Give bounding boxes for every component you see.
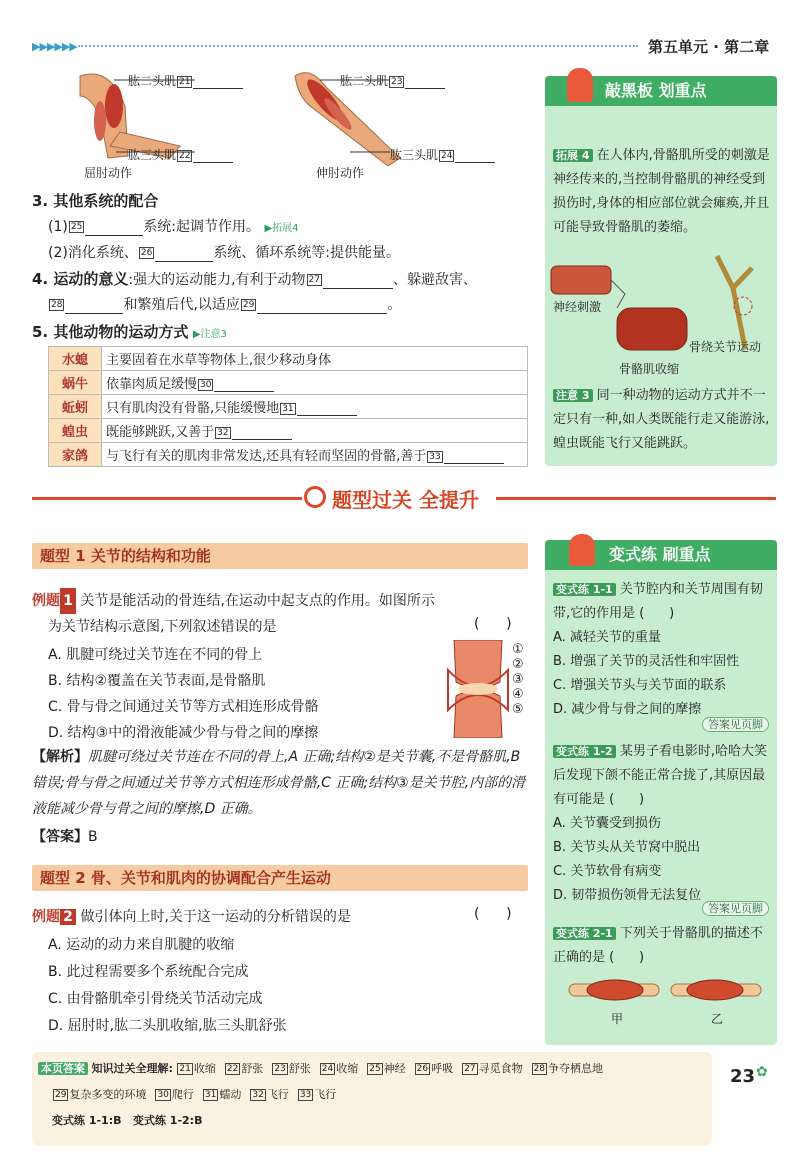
- biceps-label-1: [128, 72, 243, 89]
- answer-num: 33: [299, 1090, 312, 1100]
- section5-heading: [32, 321, 227, 342]
- answer-blank-24[interactable]: [455, 148, 495, 163]
- answers-row-1: [38, 1060, 611, 1076]
- answer-num: 22: [226, 1064, 239, 1074]
- answer-blank-28[interactable]: [65, 299, 123, 314]
- joint-diagram: [446, 640, 510, 738]
- example1-stem2: 为关节结构示意图,下列叙述错误的是: [48, 619, 277, 635]
- answer-blank-30[interactable]: [214, 377, 274, 392]
- muscle-figure: [565, 972, 765, 1012]
- answer-blank-32[interactable]: [232, 425, 292, 440]
- answer-num: 25: [369, 1064, 381, 1074]
- movement-table: [48, 346, 528, 467]
- expand-tag-text: 拓展: [556, 149, 578, 162]
- option-b[interactable]: B. 增强了关节的灵活性和牢固性: [553, 654, 740, 669]
- answer-label: 【答案】: [32, 829, 88, 845]
- desc-text: 与飞行有关的肌肉非常发达,还具有轻而坚固的骨骼,善于: [106, 449, 427, 464]
- answer-text: 呼吸: [431, 1062, 454, 1075]
- answer-text: 收缩: [193, 1062, 216, 1075]
- marker-1: ①: [512, 642, 524, 657]
- note-link-3[interactable]: ▶注意3: [192, 329, 227, 340]
- table-row: [49, 419, 528, 443]
- option-b[interactable]: B. 此过程需要多个系统配合完成: [48, 964, 249, 980]
- biceps-text-1: 肱二头肌: [128, 74, 177, 88]
- desc-text: 既能够跳跃,又善于: [106, 425, 215, 440]
- table-row: [49, 371, 528, 395]
- answer-item: [461, 1062, 522, 1075]
- desc-cell: [102, 443, 528, 467]
- desc-text: 只有肌肉没有骨骼,只能缓慢地: [106, 401, 280, 416]
- answer-num: 23: [274, 1064, 286, 1074]
- answer-item: [414, 1062, 453, 1075]
- sidebar-header: 变式练 刷重点: [545, 540, 777, 570]
- answer-hint-2[interactable]: [702, 900, 769, 916]
- nerve-label: 神经刺激: [553, 300, 602, 314]
- answer-item: [202, 1088, 241, 1101]
- example1-options: [48, 642, 319, 746]
- answer-item: [319, 1062, 358, 1075]
- answer-list-1: [176, 1062, 611, 1075]
- answer-text: 收缩: [336, 1062, 359, 1075]
- answer-num: 30: [157, 1090, 169, 1100]
- table-row: [49, 347, 528, 371]
- figure-label-b: 乙: [711, 1012, 724, 1026]
- answer-num: 26: [416, 1064, 429, 1074]
- option-a[interactable]: A. 运动的动力来自肌腱的收缩: [48, 937, 235, 953]
- variant-text: 某男子看电影时,哈哈大笑后发现下颌不能正常合拢了,其原因最有可能是: [553, 744, 767, 807]
- sidebar-key-points: [545, 76, 777, 466]
- banner-icon: [304, 486, 326, 508]
- answer-hint-1[interactable]: [702, 716, 769, 732]
- example2-answer-paren[interactable]: ( ): [474, 906, 512, 922]
- answers-row-3: 变式练 1-1:B 变式练 1-2:B: [52, 1114, 203, 1127]
- option-d[interactable]: D. 减少骨与骨之间的摩擦: [553, 702, 702, 717]
- attention-tag: [553, 389, 593, 402]
- answer-blank-22[interactable]: [193, 148, 233, 163]
- blank-num-28: 28: [51, 300, 63, 310]
- section4-line1: [32, 268, 477, 289]
- variant-1-2: [553, 740, 771, 908]
- extend-caption: 伸肘动作: [316, 166, 365, 180]
- option-d[interactable]: D. 屈肘时,肱二头肌收缩,肱三头肌舒张: [48, 1018, 287, 1034]
- example2-options: [48, 932, 287, 1040]
- answer-num: 32: [252, 1090, 264, 1100]
- animal-cell: 家鸽: [49, 443, 102, 467]
- answer-text: 舒张: [241, 1062, 264, 1075]
- table-row: [49, 395, 528, 419]
- answers-row-2: [52, 1086, 344, 1102]
- animal-cell: 蚯蚓: [49, 395, 102, 419]
- option-c[interactable]: C. 关节软骨有病变: [553, 864, 662, 879]
- answer-item: [154, 1088, 193, 1101]
- attention-tag-num: 3: [581, 389, 590, 402]
- variant-paren[interactable]: ( ): [639, 606, 675, 621]
- answer-text: 爬行: [171, 1088, 194, 1101]
- blank-num-22: 22: [179, 150, 191, 161]
- attention-note-3: [553, 384, 771, 456]
- option-b[interactable]: B. 结构②覆盖在关节表面,是骨骼肌: [48, 673, 266, 689]
- muscle-label: 骨骼肌收缩: [619, 362, 680, 376]
- expand-text: 在人体内,骨骼肌所受的刺激是神经传来的,当控制骨骼肌的神经受到损伤时,身体的相应部位就会瘫痪,并且可能导致骨骼肌的萎缩。: [553, 148, 770, 235]
- sidebar-person-icon: [567, 68, 593, 102]
- answer-text: 神经: [383, 1062, 406, 1075]
- variant-text: 关节腔内和关节周围有韧带,它的作用是: [553, 582, 763, 621]
- desc-cell: [102, 419, 528, 443]
- attention-tag-text: 注意: [556, 389, 578, 402]
- answer-num: 21: [179, 1064, 191, 1074]
- footer-answers: [32, 1052, 712, 1146]
- answer-blank-33[interactable]: [444, 449, 504, 464]
- biceps-label-2: [340, 72, 445, 89]
- bone-label: 骨绕关节运动: [689, 340, 762, 354]
- marker-2: ②: [512, 657, 524, 672]
- section3-title: 3. 其他系统的配合: [32, 192, 159, 210]
- triceps-text-2: 肱三头肌: [390, 148, 439, 162]
- s4-text1: :强大的运动能力,有利于动物: [128, 272, 306, 288]
- variant-paren[interactable]: ( ): [609, 792, 645, 807]
- blank-num-33: 33: [429, 451, 441, 462]
- answer-text: 飞行: [266, 1088, 289, 1101]
- section3-line2: [48, 242, 400, 262]
- stem-text: 做引体向上时,关于这一运动的分析错误的是: [80, 909, 351, 925]
- answer-num: 28: [533, 1064, 546, 1074]
- triceps-label-1: [128, 146, 233, 163]
- variant-tag: 变式练 1-1: [553, 583, 616, 596]
- s4-text3: 和繁殖后代,以适应: [123, 297, 240, 313]
- s3-l2-pre: (2)消化系统、: [48, 245, 138, 261]
- marker-5: ⑤: [512, 702, 524, 717]
- variant-text: 下列关于骨骼肌的描述不正确的是: [553, 926, 763, 965]
- blank-num-24: 24: [441, 150, 453, 161]
- blank-num-30: 30: [200, 379, 212, 390]
- expand-tag-num: 4: [581, 149, 590, 162]
- desc-text: 依靠肉质足缓慢: [106, 377, 198, 392]
- option-c[interactable]: C. 由骨骼肌牵引骨绕关节活动完成: [48, 991, 263, 1007]
- blank-num-29: 29: [242, 300, 255, 310]
- page-number: 23: [730, 1066, 756, 1087]
- option-c[interactable]: C. 骨与骨之间通过关节等方式相连形成骨骼: [48, 699, 319, 715]
- example1-answer-paren[interactable]: ( ): [474, 616, 512, 632]
- answer-list-2: [52, 1088, 344, 1101]
- option-a[interactable]: A. 关节囊受到损伤: [553, 816, 661, 831]
- triceps-text-1: 肱三头肌: [128, 148, 177, 162]
- desc-cell: [102, 371, 528, 395]
- sidebar-variant-practice: [545, 540, 777, 1045]
- answer-blank-23[interactable]: [405, 74, 445, 89]
- answer-item: [297, 1088, 336, 1101]
- blank-num-21: 21: [179, 76, 191, 87]
- example-label: 例题: [32, 909, 60, 925]
- header-arrows: ▶▶▶▶▶▶: [32, 40, 77, 53]
- expand-link-4[interactable]: ▶拓展4: [264, 223, 299, 234]
- analysis-block: [32, 744, 528, 822]
- header-divider: [78, 45, 638, 47]
- banner-line-right: [496, 497, 776, 500]
- variant-2-1: [553, 922, 771, 970]
- example-label: 例题: [32, 593, 60, 609]
- option-b[interactable]: B. 关节头从关节窝中脱出: [553, 840, 701, 855]
- answer-text: B: [88, 829, 98, 845]
- joint-markers: [512, 642, 524, 717]
- answer-num: 29: [55, 1090, 67, 1100]
- answer-blank-21[interactable]: [193, 74, 243, 89]
- animal-cell: 水螅: [49, 347, 102, 371]
- variant-paren[interactable]: ( ): [609, 950, 645, 965]
- answer-blank-27[interactable]: [323, 274, 393, 289]
- answer-item: [224, 1062, 263, 1075]
- section3-line1: [48, 216, 299, 236]
- blank-num-27: 27: [308, 275, 320, 285]
- variant-1-1: [553, 578, 771, 722]
- section5-title: 5. 其他动物的运动方式: [32, 323, 189, 341]
- blank-num-31: 31: [282, 403, 294, 414]
- expand-tag: [553, 149, 593, 162]
- blank-num-32: 32: [217, 427, 229, 438]
- type2-heading: 题型 2 骨、关节和肌肉的协调配合产生运动: [32, 865, 528, 891]
- variant-tag: 变式练 2-1: [553, 927, 616, 940]
- analysis-label: 【解析】: [32, 749, 88, 765]
- option-a[interactable]: A. 减轻关节的重量: [553, 630, 661, 645]
- desc-cell: 主要固着在水草等物体上,很少移动身体: [102, 347, 528, 371]
- answer-blank-31[interactable]: [297, 401, 357, 416]
- example1-stem: [32, 588, 528, 614]
- answer-num: 24: [321, 1064, 334, 1074]
- answer-num: 27: [464, 1064, 476, 1074]
- biceps-text-2: 肱二头肌: [340, 74, 389, 88]
- flex-caption: 屈肘动作: [84, 166, 133, 180]
- animal-cell: 蜗牛: [49, 371, 102, 395]
- table-row: [49, 443, 528, 467]
- example-number: 2: [60, 909, 76, 925]
- s3-l2-post: 系统、循环系统等:提供能量。: [213, 245, 401, 261]
- triceps-label-2: [390, 146, 495, 163]
- page-sprout-icon: ✿: [756, 1064, 768, 1080]
- option-c[interactable]: C. 增强关节头与关节面的联系: [553, 678, 727, 693]
- banner-line-left: [32, 497, 302, 500]
- attention-text: 同一种动物的运动方式并不一定只有一种,如人类既能行走又能游泳,蝗虫既能飞行又能跳跃。: [553, 388, 770, 451]
- answer-hint-text: 答案见页脚: [702, 717, 769, 732]
- variant-tag: 变式练 1-2: [553, 745, 616, 758]
- sidebar-header: 敲黑板 划重点: [545, 76, 777, 106]
- marker-3: ③: [512, 672, 524, 687]
- answer-blank-26[interactable]: [155, 247, 213, 262]
- sidebar-person-icon: [569, 534, 595, 566]
- s4-text2: 、躲避敌害、: [392, 272, 477, 288]
- option-d[interactable]: D. 韧带损伤领骨无法复位: [553, 888, 702, 903]
- option-a[interactable]: A. 肌腱可绕过关节连在不同的骨上: [48, 647, 263, 663]
- section4-title: 4. 运动的意义: [32, 270, 129, 288]
- example2-stem: [32, 906, 351, 926]
- answer-blank-25[interactable]: [85, 221, 143, 236]
- option-d[interactable]: D. 结构③中的滑液能减少骨与骨之间的摩擦: [48, 725, 319, 741]
- animal-cell: 蝗虫: [49, 419, 102, 443]
- answer-text: 舒张: [288, 1062, 311, 1075]
- page-answers-tag: 本页答案: [38, 1062, 88, 1075]
- blank-num-25: 25: [70, 222, 83, 232]
- analysis-text: 肌腱可绕过关节连在不同的骨上,A 正确;结构②是关节囊,不是骨骼肌,B 错误;骨与骨之间通过关节等方式相连形成骨骼,C 正确;结构③是关节腔,内部的滑液能减少骨与骨之间的摩擦,D 正确。: [32, 749, 526, 817]
- answer-text: 争夺栖息地: [548, 1062, 604, 1075]
- chapter-title: 第五单元 · 第二章: [648, 38, 770, 56]
- answer-item: [52, 1088, 146, 1101]
- answer-num: 31: [204, 1090, 217, 1100]
- s3-l1-post: 系统:起调节作用。: [143, 219, 261, 235]
- answer-item: [366, 1062, 405, 1075]
- blank-num-23: 23: [391, 76, 403, 87]
- blank-num-26: 26: [140, 248, 153, 258]
- answer-text: 寻觅食物: [478, 1062, 523, 1075]
- example-number: 1: [60, 588, 76, 614]
- stem-line1: 关节是能活动的骨连结,在运动中起支点的作用。如图所示: [80, 593, 435, 609]
- section4-line2: [48, 294, 401, 314]
- figure-label-a: 甲: [611, 1012, 624, 1026]
- desc-cell: [102, 395, 528, 419]
- answer-item: [176, 1062, 215, 1075]
- s4-text4: 。: [387, 297, 402, 313]
- banner-title: 题型过关 全提升: [332, 488, 479, 512]
- answer-item: [531, 1062, 603, 1075]
- s3-l1-pre: (1): [48, 219, 68, 235]
- answer-text: 飞行: [314, 1088, 337, 1101]
- marker-4: ④: [512, 687, 524, 702]
- answer-block: [32, 826, 98, 846]
- type1-heading: 题型 1 关节的结构和功能: [32, 543, 528, 569]
- answer-blank-29[interactable]: [257, 299, 387, 314]
- answer-item: [249, 1088, 288, 1101]
- answer-text: 蠕动: [219, 1088, 242, 1101]
- answer-hint-text: 答案见页脚: [702, 901, 769, 916]
- answer-text: 复杂多变的环境: [69, 1088, 147, 1101]
- answer-item: [271, 1062, 310, 1075]
- answers-label: 知识过关全理解:: [91, 1062, 173, 1075]
- expand-note-4: [553, 144, 771, 240]
